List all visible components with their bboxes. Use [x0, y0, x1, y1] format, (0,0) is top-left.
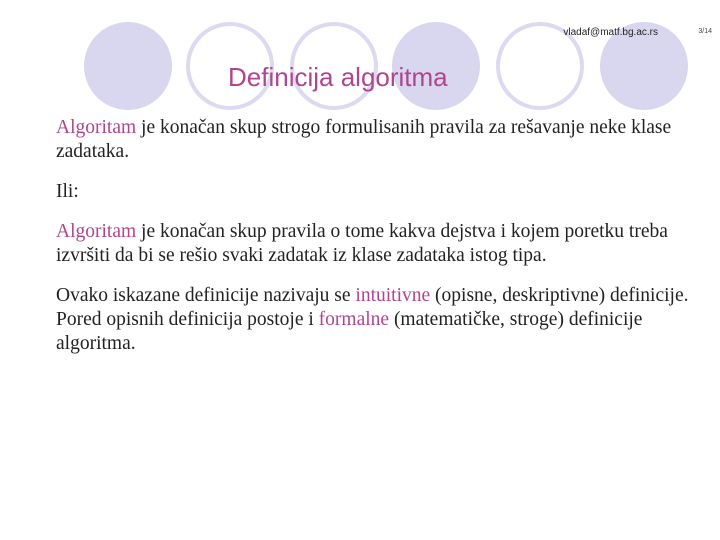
term-algoritam: Algoritam — [56, 221, 137, 242]
explanation-paragraph — [56, 284, 696, 356]
author-email: vladaf@matf.bg.ac.rs — [563, 27, 658, 38]
definition-text: je konačan skup strogo formulisanih pravila za rešavanje neke klase zadataka. — [56, 117, 672, 162]
alternative-label — [56, 180, 696, 204]
circle-decoration — [84, 22, 172, 110]
page-number: 3/14 — [698, 28, 712, 35]
explanation-text: (matematičke, stroge) definicije algoritma. — [56, 309, 643, 354]
term-algoritam: Algoritam — [56, 117, 137, 138]
definition-paragraph-1 — [56, 116, 696, 164]
definition-text: je konačan skup pravila o tome kakva dejstva i kojem poretku treba izvršiti da bi se rešio svaki zadatak iz klase zadataka istog tipa. — [56, 221, 668, 266]
term-formalne: formalne — [318, 309, 390, 330]
term-intuitivne: intuitivne — [355, 285, 431, 306]
alternative-text: Ili: — [56, 181, 79, 202]
slide-content — [56, 116, 696, 372]
explanation-text: (opisne, deskriptivne) definicije. Pored opisnih definicija postoje i — [56, 285, 689, 330]
explanation-text: Ovako iskazane definicije nazivaju se — [56, 285, 356, 306]
slide-title: Definicija algoritma — [228, 62, 448, 92]
definition-paragraph-2 — [56, 220, 696, 268]
